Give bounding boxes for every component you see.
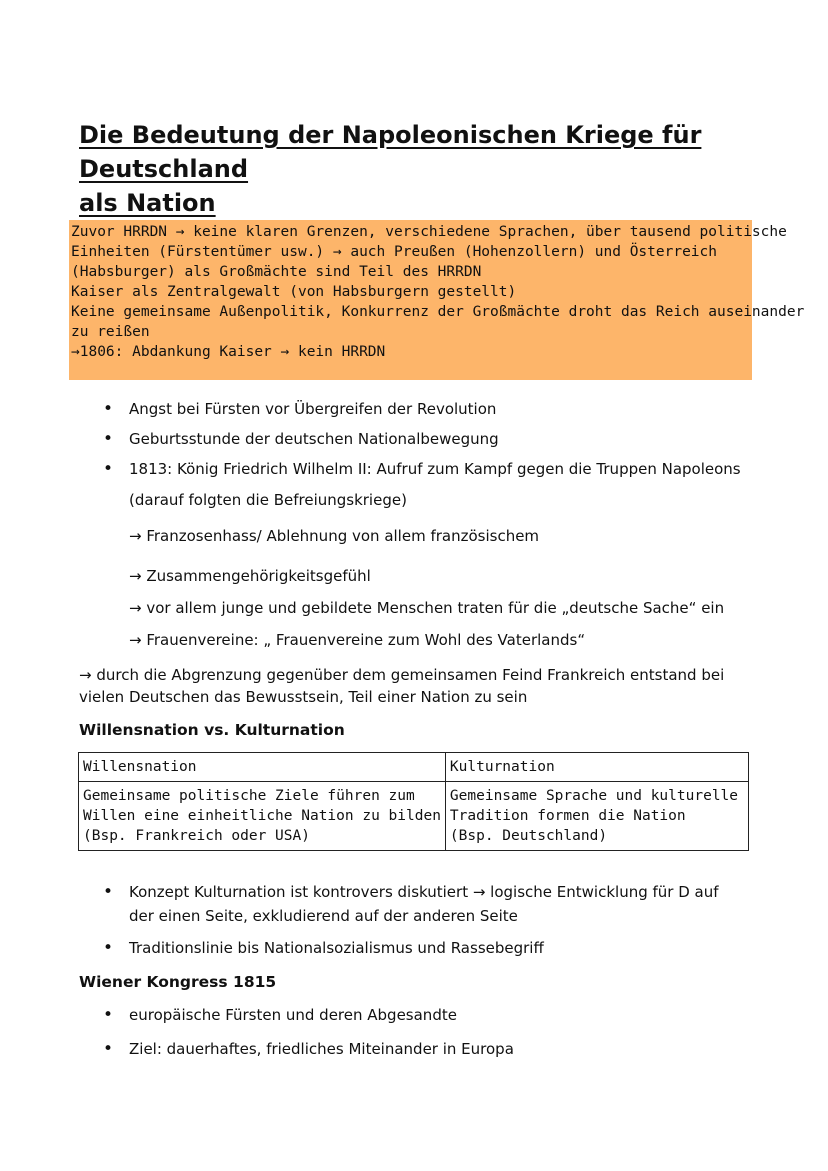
list-item: • Konzept Kulturnation ist kontrovers diskutiert → logische Entwicklung für D auf der einen Seite, exkludierend auf der anderen Seite (103, 880, 743, 928)
table-header-row (79, 753, 749, 782)
summary-line: Einheiten (Fürstentümer usw.) → auch Preußen (Hohenzollern) und Österreich (71, 244, 718, 260)
list-item: • 1813: König Friedrich Wilhelm II: Aufruf zum Kampf gegen die Truppen Napoleons (darauf folgten die Befreiungskriege) (103, 454, 743, 516)
bullet-list-kulturnation (103, 880, 743, 968)
list-item: • Angst bei Fürsten vor Übergreifen der Revolution (103, 394, 743, 424)
table-header-cell: Kulturnation (445, 753, 748, 782)
table-row (79, 782, 749, 851)
cell-line: (Bsp. Frankreich oder USA) (83, 828, 310, 844)
arrow-point: → Franzosenhass/ Ablehnung von allem französischem (129, 527, 540, 545)
list-item: • Ziel: dauerhaftes, friedliches Miteinander in Europa (103, 1038, 743, 1060)
summary-line: Zuvor HRRDN → keine klaren Grenzen, verschiedene Sprachen, über tausend politische (71, 224, 787, 240)
table-cell-willensnation (79, 782, 446, 851)
section-heading-wiener-kongress: Wiener Kongress 1815 (79, 973, 277, 991)
summary-line: zu reißen (71, 324, 150, 340)
summary-line: (Habsburger) als Großmächte sind Teil des HRRDN (71, 264, 482, 280)
summary-line: Keine gemeinsame Außenpolitik, Konkurrenz der Großmächte droht das Reich auseinander (71, 304, 805, 320)
list-item: • Traditionslinie bis Nationalsozialismus und Rassebegriff (103, 936, 743, 960)
bullet-list-consequences (103, 394, 743, 516)
summary-line: Kaiser als Zentralgewalt (von Habsburgern gestellt) (71, 284, 517, 300)
page-title (79, 118, 769, 220)
cell-line: Gemeinsame politische Ziele führen zum (83, 788, 415, 804)
cell-line: Willen eine einheitliche Nation zu bilden (83, 808, 441, 824)
conclusion-paragraph: → durch die Abgrenzung gegenüber dem gemeinsamen Feind Frankreich entstand bei vielen Deutschen das Bewusstsein, Teil einer Nation zu sein (79, 666, 725, 706)
table-cell-kulturnation (445, 782, 748, 851)
arrow-point: → Zusammengehörigkeitsgefühl (129, 567, 371, 585)
title-line-2: als Nation (79, 189, 216, 217)
table-header-cell: Willensnation (79, 753, 446, 782)
nation-comparison-table (78, 752, 749, 851)
title-line-1: Die Bedeutung der Napoleonischen Kriege für Deutschland (79, 121, 702, 183)
arrow-point: → vor allem junge und gebildete Menschen traten für die „deutsche Sache“ ein (129, 599, 725, 617)
cell-line: (Bsp. Deutschland) (449, 828, 608, 844)
cell-line: Gemeinsame Sprache und kulturelle (449, 788, 739, 804)
highlighted-summary-box (69, 220, 805, 380)
list-item: • europäische Fürsten und deren Abgesandte (103, 1004, 743, 1026)
arrow-point: → Frauenvereine: „ Frauenvereine zum Wohl des Vaterlands“ (129, 631, 586, 649)
summary-line: →1806: Abdankung Kaiser → kein HRRDN (71, 344, 386, 360)
section-heading-nation-types: Willensnation vs. Kulturnation (79, 721, 345, 739)
bullet-list-wiener-kongress (103, 1004, 743, 1072)
cell-line: Tradition formen die Nation (449, 808, 686, 824)
list-item: • Geburtsstunde der deutschen Nationalbewegung (103, 424, 743, 454)
